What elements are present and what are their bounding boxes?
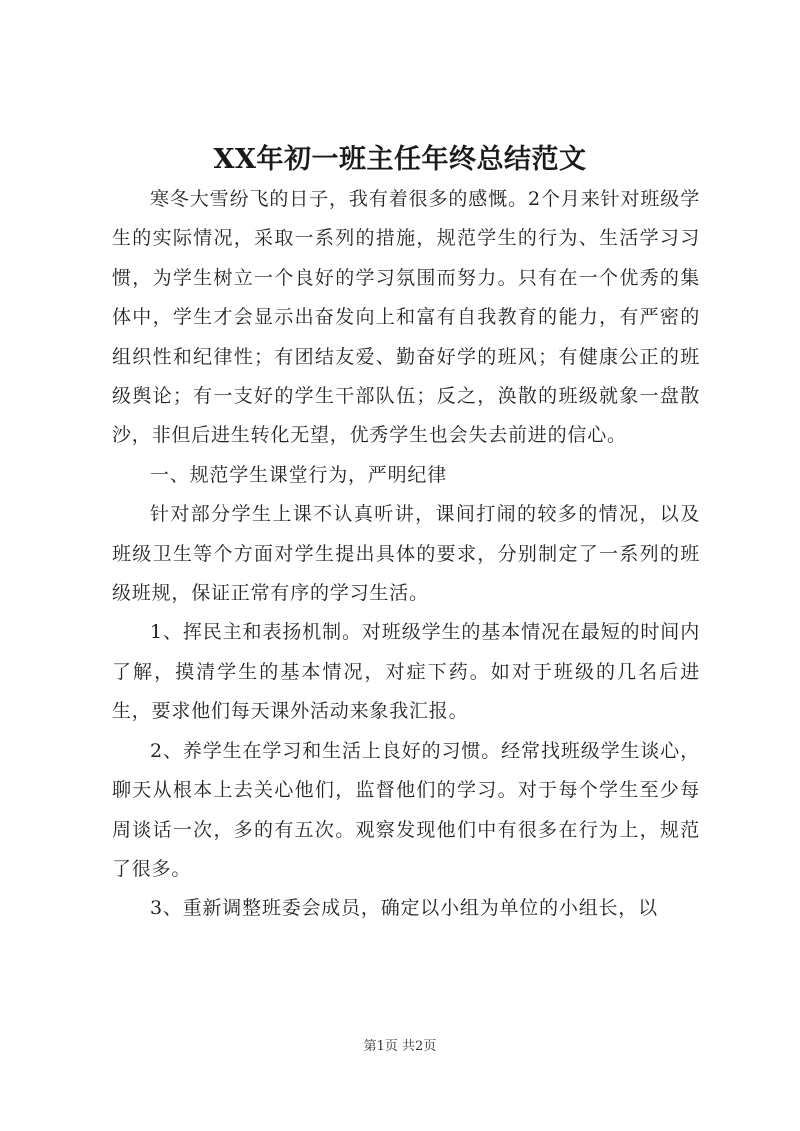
document-body [112, 180, 700, 929]
paragraph-intro: 寒冬大雪纷飞的日子，我有着很多的感慨。2个月来针对班级学生的实际情况，采取一系列的措施，规范学生的行为、生活学习习惯，为学生树立一个良好的学习氛围而努力。只有在一个优秀的集体中，学生才会显示出奋发向上和富有自我教育的能力，有严密的组织性和纪律性；有团结友爱、勤奋好学的班风；有健康公正的班级舆论；有一支好的学生干部队伍；反之，涣散的班级就象一盘散沙，非但后进生转化无望，优秀学生也会失去前进的信心。 [112, 188, 700, 447]
page-number-footer: 第1页 共2页 [363, 1039, 437, 1054]
paragraph-item-3: 3、重新调整班委会成员，确定以小组为单位的小组长，以 [150, 897, 658, 920]
paragraph-item-2: 2、养学生在学习和生活上良好的习惯。经常找班级学生谈心，聊天从根本上去关心他们，监督他们的学习。对于每个学生至少每周谈话一次，多的有五次。观察发现他们中有很多在行为上，规范了很多。 [112, 739, 700, 880]
paragraph-section-intro: 针对部分学生上课不认真听讲，课间打闹的较多的情况，以及班级卫生等个方面对学生提出具体的要求，分别制定了一系列的班级班规，保证正常有序的学习生活。 [112, 503, 700, 605]
paragraph-item-1: 1、挥民主和表扬机制。对班级学生的基本情况在最短的时间内了解，摸清学生的基本情况，对症下药。如对于班级的几名后进生，要求他们每天课外活动来象我汇报。 [112, 621, 700, 723]
document-title: XX年初一班主任年终总结范文 [213, 144, 587, 175]
section-heading: 一、规范学生课堂行为，严明纪律 [150, 463, 448, 486]
